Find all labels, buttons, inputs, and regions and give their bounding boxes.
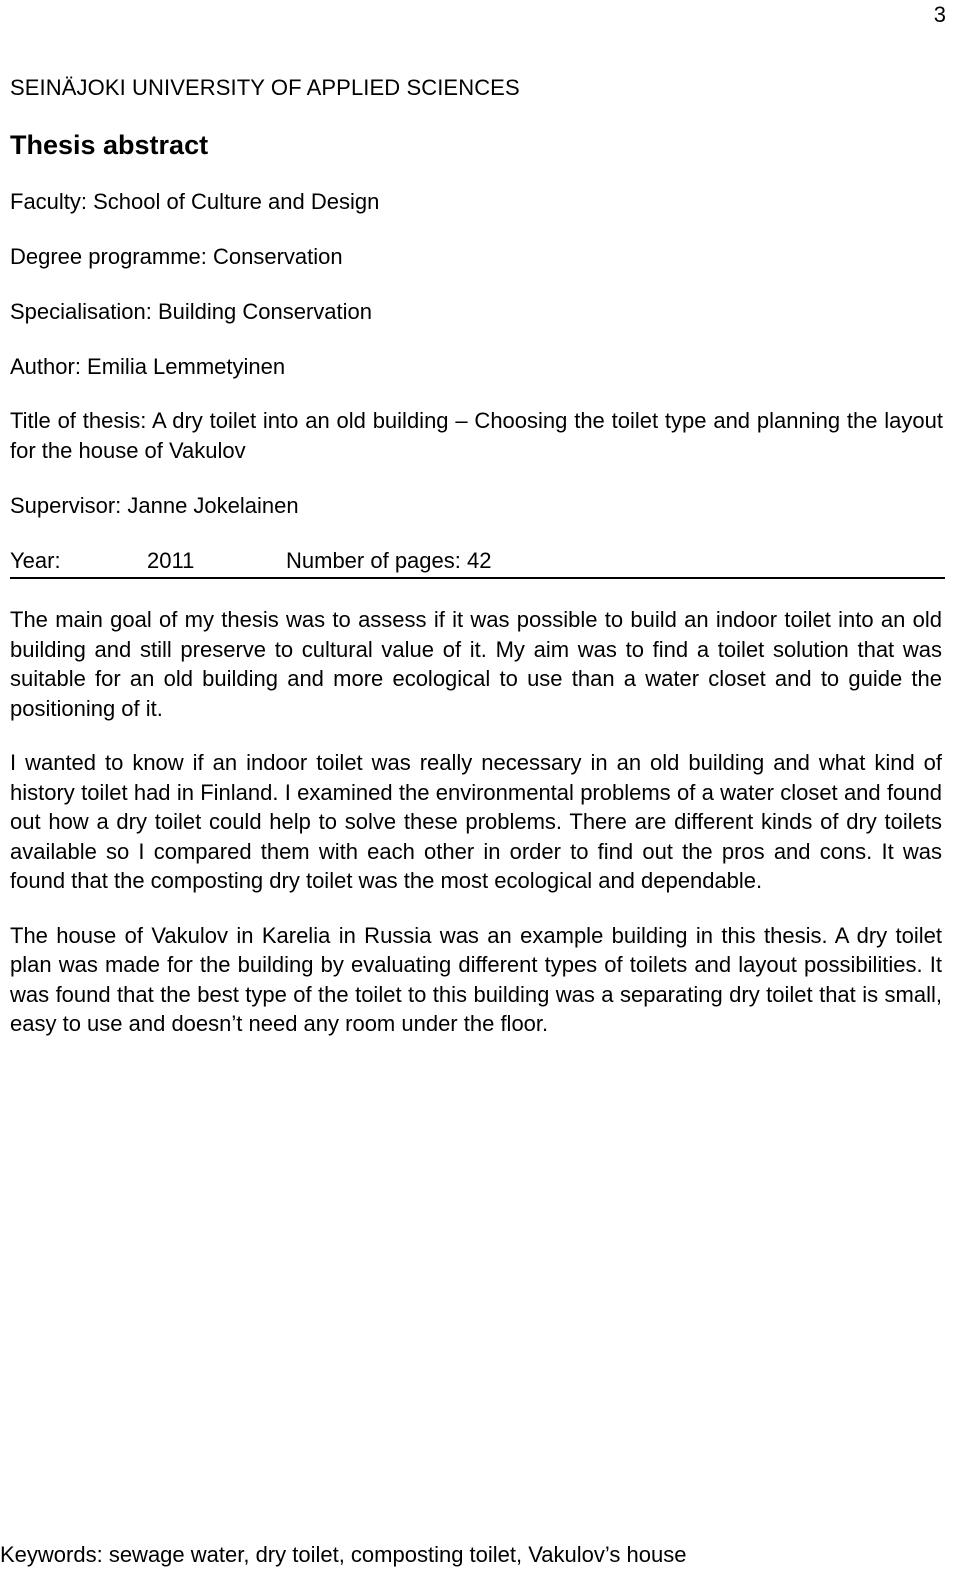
page-title: Thesis abstract [10,130,209,160]
divider-line [10,577,945,579]
page-number: 3 [933,2,946,27]
number-of-pages: Number of pages: 42 [286,548,492,573]
supervisor-field: Supervisor: Janne Jokelainen [10,493,299,518]
abstract-paragraph: The main goal of my thesis was to assess if it was possible to build an indoor toilet into an old building and still preserve to cultural value of it. My aim was to find a toilet solution that was suitable for an old building and more ecological to use than a water closet and to guide the positioning of it. [10,607,942,721]
degree-programme-field: Degree programme: Conservation [10,244,343,269]
abstract-body [10,605,942,1064]
abstract-paragraph: I wanted to know if an indoor toilet was really necessary in an old building and what kind of history toilet had in Finland. I examined the environmental problems of a water closet and found out how a dry toilet could help to solve these problems. There are different kinds of dry toilets available so I compared them with each other in order to find out the pros and cons. It was found that the composting dry toilet was the most ecological and dependable. [10,750,942,893]
year-label: Year: [10,548,61,573]
author-field: Author: Emilia Lemmetyinen [10,354,286,379]
thesis-title-field: Title of thesis: A dry toilet into an old building – Choosing the toilet type and planning the layout for the house of Vakulov [10,408,943,463]
abstract-paragraph: The house of Vakulov in Karelia in Russia was an example building in this thesis. A dry toilet plan was made for the building by evaluating different types of toilets and layout possibilities. It was found that the best type of the toilet to this building was a separating dry toilet that is small, easy to use and doesn’t need any room under the floor. [10,922,942,1036]
keywords-line: Keywords: sewage water, dry toilet, composting toilet, Vakulov’s house [0,1542,687,1567]
university-name: SEINÄJOKI UNIVERSITY OF APPLIED SCIENCES [10,75,520,100]
year-value: 2011 [147,548,195,573]
specialisation-field: Specialisation: Building Conservation [10,299,372,324]
faculty-field: Faculty: School of Culture and Design [10,189,380,214]
